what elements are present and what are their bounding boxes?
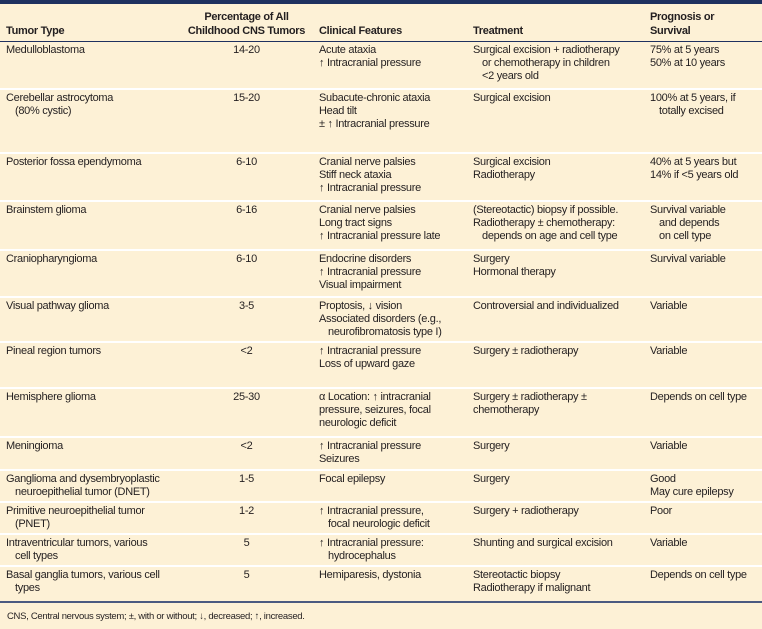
prognosis-cell-line: and depends bbox=[659, 217, 720, 229]
percentage-cell: 25-30 bbox=[183, 388, 313, 437]
percentage-cell: <2 bbox=[183, 437, 313, 470]
percentage-cell: 5 bbox=[183, 566, 313, 600]
clinical-features-cell bbox=[313, 534, 467, 566]
clinical-features-cell-line: neurofibromatosis type I) bbox=[328, 326, 442, 338]
prognosis-cell-line: Variable bbox=[650, 440, 688, 452]
treatment-cell-line: or chemotherapy in children bbox=[482, 56, 610, 69]
tumor-type-cell-line: (80% cystic) bbox=[15, 105, 72, 117]
clinical-features-cell-line: Loss of upward gaze bbox=[319, 358, 415, 370]
percentage-cell: 6-10 bbox=[183, 153, 313, 201]
clinical-features-cell-line: Cranial nerve palsies bbox=[319, 204, 416, 216]
header-percentage: Percentage of All Childhood CNS Tumors bbox=[183, 4, 313, 41]
table-row bbox=[0, 153, 762, 201]
clinical-features-cell-line: Visual impairment bbox=[319, 279, 402, 291]
treatment-cell-line: <2 years old bbox=[482, 69, 539, 82]
prognosis-cell-line: Good bbox=[650, 473, 676, 485]
tumor-type-cell-line: Pineal region tumors bbox=[6, 345, 101, 357]
table-row bbox=[0, 566, 762, 600]
tumor-type-cell bbox=[0, 297, 183, 342]
prognosis-cell bbox=[644, 388, 762, 437]
clinical-features-cell bbox=[313, 250, 467, 297]
treatment-cell-line: Radiotherapy if malignant bbox=[473, 582, 591, 594]
tumor-type-cell bbox=[0, 502, 183, 534]
treatment-cell bbox=[467, 470, 644, 502]
treatment-cell bbox=[467, 502, 644, 534]
header-tumor-type: Tumor Type bbox=[0, 4, 183, 41]
prognosis-cell bbox=[644, 41, 762, 89]
tumor-type-cell bbox=[0, 534, 183, 566]
clinical-features-cell bbox=[313, 41, 467, 89]
prognosis-cell-line: totally excised bbox=[659, 105, 724, 117]
prognosis-cell-line: Survival variable bbox=[650, 204, 726, 216]
treatment-cell-line: Surgery bbox=[473, 440, 510, 452]
tumor-type-cell-line: Medulloblastoma bbox=[6, 43, 85, 56]
treatment-cell bbox=[467, 201, 644, 250]
table-row bbox=[0, 41, 762, 89]
tumor-table bbox=[0, 4, 762, 600]
tumor-type-cell bbox=[0, 89, 183, 153]
treatment-cell-line: Surgery bbox=[473, 473, 510, 485]
treatment-cell-line: Surgery ± radiotherapy bbox=[473, 345, 579, 357]
treatment-cell-line: Surgical excision + radiotherapy bbox=[473, 43, 620, 56]
header-prognosis: Prognosis or Survival bbox=[644, 4, 762, 41]
prognosis-cell-line: Depends on cell type bbox=[650, 569, 747, 581]
prognosis-cell-line: Poor bbox=[650, 505, 673, 517]
treatment-cell-line: Radiotherapy ± chemotherapy: bbox=[473, 217, 615, 229]
clinical-features-cell bbox=[313, 502, 467, 534]
prognosis-cell bbox=[644, 342, 762, 388]
tumor-type-cell-line: Posterior fossa ependymoma bbox=[6, 156, 142, 168]
percentage-cell: 5 bbox=[183, 534, 313, 566]
clinical-features-cell-line: Head tilt bbox=[319, 105, 357, 117]
clinical-features-cell bbox=[313, 201, 467, 250]
clinical-features-cell-line: Seizures bbox=[319, 453, 360, 465]
treatment-cell bbox=[467, 342, 644, 388]
table-row bbox=[0, 437, 762, 470]
tumor-type-cell bbox=[0, 41, 183, 89]
clinical-features-cell-line: Stiff neck ataxia bbox=[319, 169, 392, 181]
clinical-features-cell bbox=[313, 566, 467, 600]
tumor-type-cell-line: Hemisphere glioma bbox=[6, 391, 96, 403]
treatment-cell bbox=[467, 153, 644, 201]
treatment-cell bbox=[467, 534, 644, 566]
treatment-cell bbox=[467, 89, 644, 153]
clinical-features-cell bbox=[313, 89, 467, 153]
treatment-cell-line: Shunting and surgical excision bbox=[473, 537, 613, 549]
clinical-features-cell-line: ↑ Intracranial pressure bbox=[319, 440, 421, 452]
prognosis-cell-line: May cure epilepsy bbox=[650, 486, 734, 498]
clinical-features-cell-line: Proptosis, ↓ vision bbox=[319, 300, 402, 312]
prognosis-cell bbox=[644, 534, 762, 566]
clinical-features-cell-line: ↑ Intracranial pressure, bbox=[319, 505, 424, 517]
treatment-cell bbox=[467, 566, 644, 600]
prognosis-cell-line: 75% at 5 years bbox=[650, 43, 720, 56]
table-row bbox=[0, 388, 762, 437]
clinical-features-cell bbox=[313, 437, 467, 470]
table-row bbox=[0, 502, 762, 534]
tumor-type-cell-line: Brainstem glioma bbox=[6, 204, 87, 216]
treatment-cell bbox=[467, 250, 644, 297]
tumor-type-cell bbox=[0, 250, 183, 297]
treatment-cell bbox=[467, 41, 644, 89]
clinical-features-cell-line: neurologic deficit bbox=[319, 417, 397, 429]
treatment-cell-line: Surgery bbox=[473, 253, 510, 265]
clinical-features-cell-line: ↑ Intracranial pressure bbox=[319, 345, 421, 357]
prognosis-cell-line: 100% at 5 years, if bbox=[650, 92, 736, 104]
tumor-type-cell bbox=[0, 566, 183, 600]
prognosis-cell bbox=[644, 201, 762, 250]
prognosis-cell-line: Variable bbox=[650, 537, 688, 549]
percentage-cell: 3-5 bbox=[183, 297, 313, 342]
percentage-cell: 6-16 bbox=[183, 201, 313, 250]
treatment-cell-line: Controversial and individualized bbox=[473, 300, 619, 312]
clinical-features-cell-line: Focal epilepsy bbox=[319, 473, 386, 485]
clinical-features-cell-line: Acute ataxia bbox=[319, 43, 376, 56]
prognosis-cell bbox=[644, 153, 762, 201]
tumor-type-cell bbox=[0, 342, 183, 388]
treatment-cell-line: Surgical excision bbox=[473, 92, 551, 104]
tumor-type-cell bbox=[0, 470, 183, 502]
clinical-features-cell-line: ± ↑ Intracranial pressure bbox=[319, 118, 430, 130]
clinical-features-cell-line: ↑ Intracranial pressure: bbox=[319, 537, 424, 549]
prognosis-cell-line: Variable bbox=[650, 300, 688, 312]
clinical-features-cell bbox=[313, 153, 467, 201]
clinical-features-cell-line: ↑ Intracranial pressure late bbox=[319, 230, 441, 242]
header-clinical-features: Clinical Features bbox=[313, 4, 467, 41]
treatment-cell-line: Surgery ± radiotherapy ± bbox=[473, 391, 587, 403]
treatment-cell-line: Stereotactic biopsy bbox=[473, 569, 561, 581]
prognosis-cell bbox=[644, 437, 762, 470]
clinical-features-cell-line: Hemiparesis, dystonia bbox=[319, 569, 421, 581]
clinical-features-cell-line: pressure, seizures, focal bbox=[319, 404, 431, 416]
tumor-type-cell-line: Basal ganglia tumors, various cell bbox=[6, 569, 160, 581]
clinical-features-cell bbox=[313, 470, 467, 502]
table-row bbox=[0, 297, 762, 342]
percentage-cell: 1-2 bbox=[183, 502, 313, 534]
table-row bbox=[0, 470, 762, 502]
table-row bbox=[0, 342, 762, 388]
prognosis-cell-line: Variable bbox=[650, 345, 688, 357]
tumor-type-cell-line: Meningioma bbox=[6, 440, 63, 452]
table-row bbox=[0, 250, 762, 297]
tumor-type-cell-line: Ganglioma and dysembryoplastic bbox=[6, 473, 160, 485]
treatment-cell-line: depends on age and cell type bbox=[482, 230, 618, 242]
prognosis-cell bbox=[644, 470, 762, 502]
tumor-type-cell-line: Craniopharyngioma bbox=[6, 253, 97, 265]
prognosis-cell-line: 40% at 5 years but bbox=[650, 156, 737, 168]
prognosis-cell bbox=[644, 502, 762, 534]
table-row bbox=[0, 89, 762, 153]
tumor-type-cell-line: Primitive neuroepithelial tumor bbox=[6, 505, 145, 517]
clinical-features-cell-line: α Location: ↑ intracranial bbox=[319, 391, 431, 403]
tumor-type-cell-line: types bbox=[15, 582, 40, 594]
header-treatment: Treatment bbox=[467, 4, 644, 41]
treatment-cell-line: chemotherapy bbox=[473, 404, 540, 416]
tumor-type-cell bbox=[0, 201, 183, 250]
clinical-features-cell bbox=[313, 297, 467, 342]
clinical-features-cell-line: Associated disorders (e.g., bbox=[319, 313, 442, 325]
header-row bbox=[0, 4, 762, 41]
prognosis-cell bbox=[644, 250, 762, 297]
prognosis-cell-line: on cell type bbox=[659, 230, 712, 242]
treatment-cell-line: Hormonal therapy bbox=[473, 266, 556, 278]
prognosis-cell-line: 14% if <5 years old bbox=[650, 169, 739, 181]
treatment-cell bbox=[467, 297, 644, 342]
treatment-cell-line: Radiotherapy bbox=[473, 169, 535, 181]
tumor-type-cell-line: Visual pathway glioma bbox=[6, 300, 109, 312]
clinical-features-cell-line: Cranial nerve palsies bbox=[319, 156, 416, 168]
clinical-features-cell-line: focal neurologic deficit bbox=[328, 518, 430, 530]
treatment-cell bbox=[467, 437, 644, 470]
prognosis-cell bbox=[644, 297, 762, 342]
clinical-features-cell-line: Subacute-chronic ataxia bbox=[319, 92, 431, 104]
clinical-features-cell-line: hydrocephalus bbox=[328, 550, 396, 562]
prognosis-cell-line: 50% at 10 years bbox=[650, 56, 725, 69]
clinical-features-cell-line: ↑ Intracranial pressure bbox=[319, 56, 421, 69]
clinical-features-cell-line: Endocrine disorders bbox=[319, 253, 412, 265]
prognosis-cell bbox=[644, 566, 762, 600]
clinical-features-cell-line: Long tract signs bbox=[319, 217, 392, 229]
tumor-type-cell-line: Intraventricular tumors, various bbox=[6, 537, 148, 549]
prognosis-cell-line: Survival variable bbox=[650, 253, 726, 265]
treatment-cell-line: Surgical excision bbox=[473, 156, 551, 168]
clinical-features-cell-line: ↑ Intracranial pressure bbox=[319, 266, 421, 278]
percentage-cell: 1-5 bbox=[183, 470, 313, 502]
table-row bbox=[0, 534, 762, 566]
tumor-type-cell-line: cell types bbox=[15, 550, 58, 562]
percentage-cell: 15-20 bbox=[183, 89, 313, 153]
clinical-features-cell-line: ↑ Intracranial pressure bbox=[319, 182, 421, 194]
clinical-features-cell bbox=[313, 388, 467, 437]
treatment-cell bbox=[467, 388, 644, 437]
tumor-type-cell bbox=[0, 437, 183, 470]
tumor-type-cell-line: Cerebellar astrocytoma bbox=[6, 92, 114, 104]
footnote: CNS, Central nervous system; ±, with or without; ↓, decreased; ↑, increased. bbox=[7, 611, 305, 622]
percentage-cell: 14-20 bbox=[233, 43, 260, 56]
treatment-cell-line: Surgery + radiotherapy bbox=[473, 505, 579, 517]
tumor-type-cell-line: neuroepithelial tumor (DNET) bbox=[15, 486, 150, 498]
tumor-type-cell bbox=[0, 153, 183, 201]
prognosis-cell-line: Depends on cell type bbox=[650, 391, 747, 403]
tumor-type-cell bbox=[0, 388, 183, 437]
clinical-features-cell bbox=[313, 342, 467, 388]
table-row bbox=[0, 201, 762, 250]
percentage-cell: 6-10 bbox=[183, 250, 313, 297]
percentage-cell: <2 bbox=[183, 342, 313, 388]
tumor-type-cell-line: (PNET) bbox=[15, 518, 50, 530]
treatment-cell-line: (Stereotactic) biopsy if possible. bbox=[473, 204, 619, 216]
prognosis-cell bbox=[644, 89, 762, 153]
